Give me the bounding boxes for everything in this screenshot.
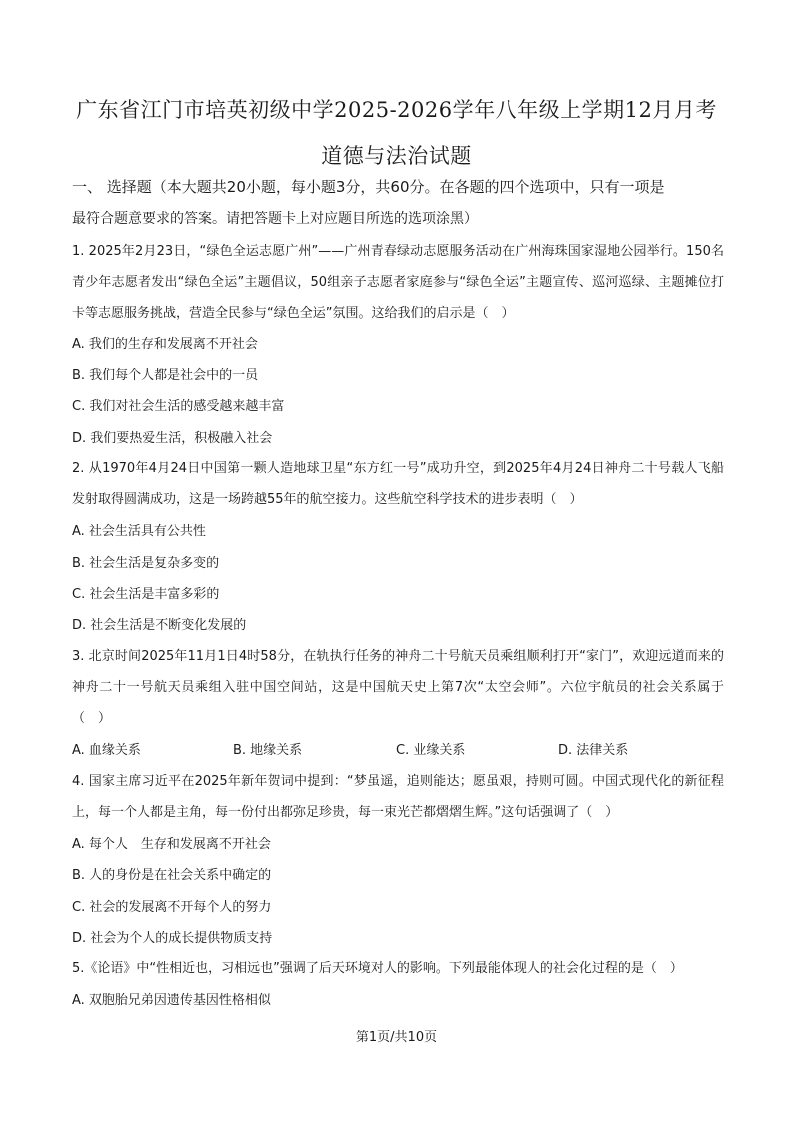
question-2-option-c: C. 社会生活是丰富多彩的 <box>72 587 220 602</box>
question-1-option-c: C. 我们对社会生活的感受越来越丰富 <box>72 399 285 414</box>
question-1-stem: 1. 2025年2月23日，“绿色全运志愿广州”——广州青春绿动志愿服务活动在广州海珠国家湿地公园举行。150名青少年志愿者发出“绿色全运”主题倡议，50组亲子志愿者家庭参与“绿色全运”主题宣传、巡河巡绿、主题摊位打卡等志愿服务挑战，营造全民参与“绿色全运”氛围。这给我们的启示是（ ） <box>72 244 724 321</box>
question-3-option-c: C. 业缘关系 <box>396 743 466 758</box>
question-3-option-b: B. 地缘关系 <box>233 743 303 758</box>
question-3-option-a: A. 血缘关系 <box>72 743 141 758</box>
question-5-stem: 5.《论语》中“性相近也，习相远也”强调了后天环境对人的影响。下列最能体现人的社会化过程的是（ ） <box>72 961 683 976</box>
question-4-stem: 4. 国家主席习近平在2025年新年贺词中提到：“梦虽遥，追则能达；愿虽艰，持则可圆。中国式现代化的新征程上，每一个人都是主角，每一份付出都弥足珍贵，每一束光芒都熠熠生辉。”这句话强调了（ ） <box>72 774 724 820</box>
question-5-option-a: A. 双胞胎兄弟因遗传基因性格相似 <box>72 993 271 1008</box>
question-2-option-b: B. 社会生活是复杂多变的 <box>72 556 220 571</box>
question-1-option-a: A. 我们的生存和发展离不开社会 <box>72 337 258 352</box>
question-4-option-d: D. 社会为个人的成长提供物质支持 <box>72 931 273 946</box>
question-3-option-d: D. 法律关系 <box>558 743 629 758</box>
exam-title-line2: 道德与法治试题 <box>321 144 472 168</box>
question-2-option-a: A. 社会生活具有公共性 <box>72 524 206 539</box>
page-number: 第1页/共10页 <box>355 1030 438 1045</box>
question-1-option-d: D. 我们要热爱生活，积极融入社会 <box>72 431 273 446</box>
question-4-option-b: B. 人的身份是在社会关系中确定的 <box>72 868 272 883</box>
question-3-stem: 3. 北京时间2025年11月1日4时58分，在轨执行任务的神舟二十号航天员乘组顺利打开“家门”，欢迎远道而来的神舟二十一号航天员乘组入驻中国空间站，这是中国航天史上第7次“太空会师”。六位宇航员的社会关系属于（ ） <box>72 649 724 726</box>
question-2-stem: 2. 从1970年4月24日中国第一颗人造地球卫星“东方红一号”成功升空，到2025年4月24日神舟二十号载人飞船发射取得圆满成功，这是一场跨越55年的航空接力。这些航空科学技术的进步表明（ ） <box>72 461 724 507</box>
section-heading: 一、 选择题（本大题共20小题，每小题3分，共60分。在各题的四个选项中，只有一项是 <box>72 178 665 196</box>
question-2-option-d: D. 社会生活是不断变化发展的 <box>72 618 247 633</box>
question-1-option-b: B. 我们每个人都是社会中的一员 <box>72 368 259 383</box>
question-4-option-a: A. 每个人 生存和发展离不开社会 <box>72 837 271 852</box>
question-4-option-c: C. 社会的发展离不开每个人的努力 <box>72 900 272 915</box>
section-instructions: 最符合题意要求的答案。请把答题卡上对应题目所选的选项涂黑） <box>72 211 478 227</box>
exam-title-line1: 广东省江门市培英初级中学2025-2026学年八年级上学期12月月考 <box>76 98 717 122</box>
